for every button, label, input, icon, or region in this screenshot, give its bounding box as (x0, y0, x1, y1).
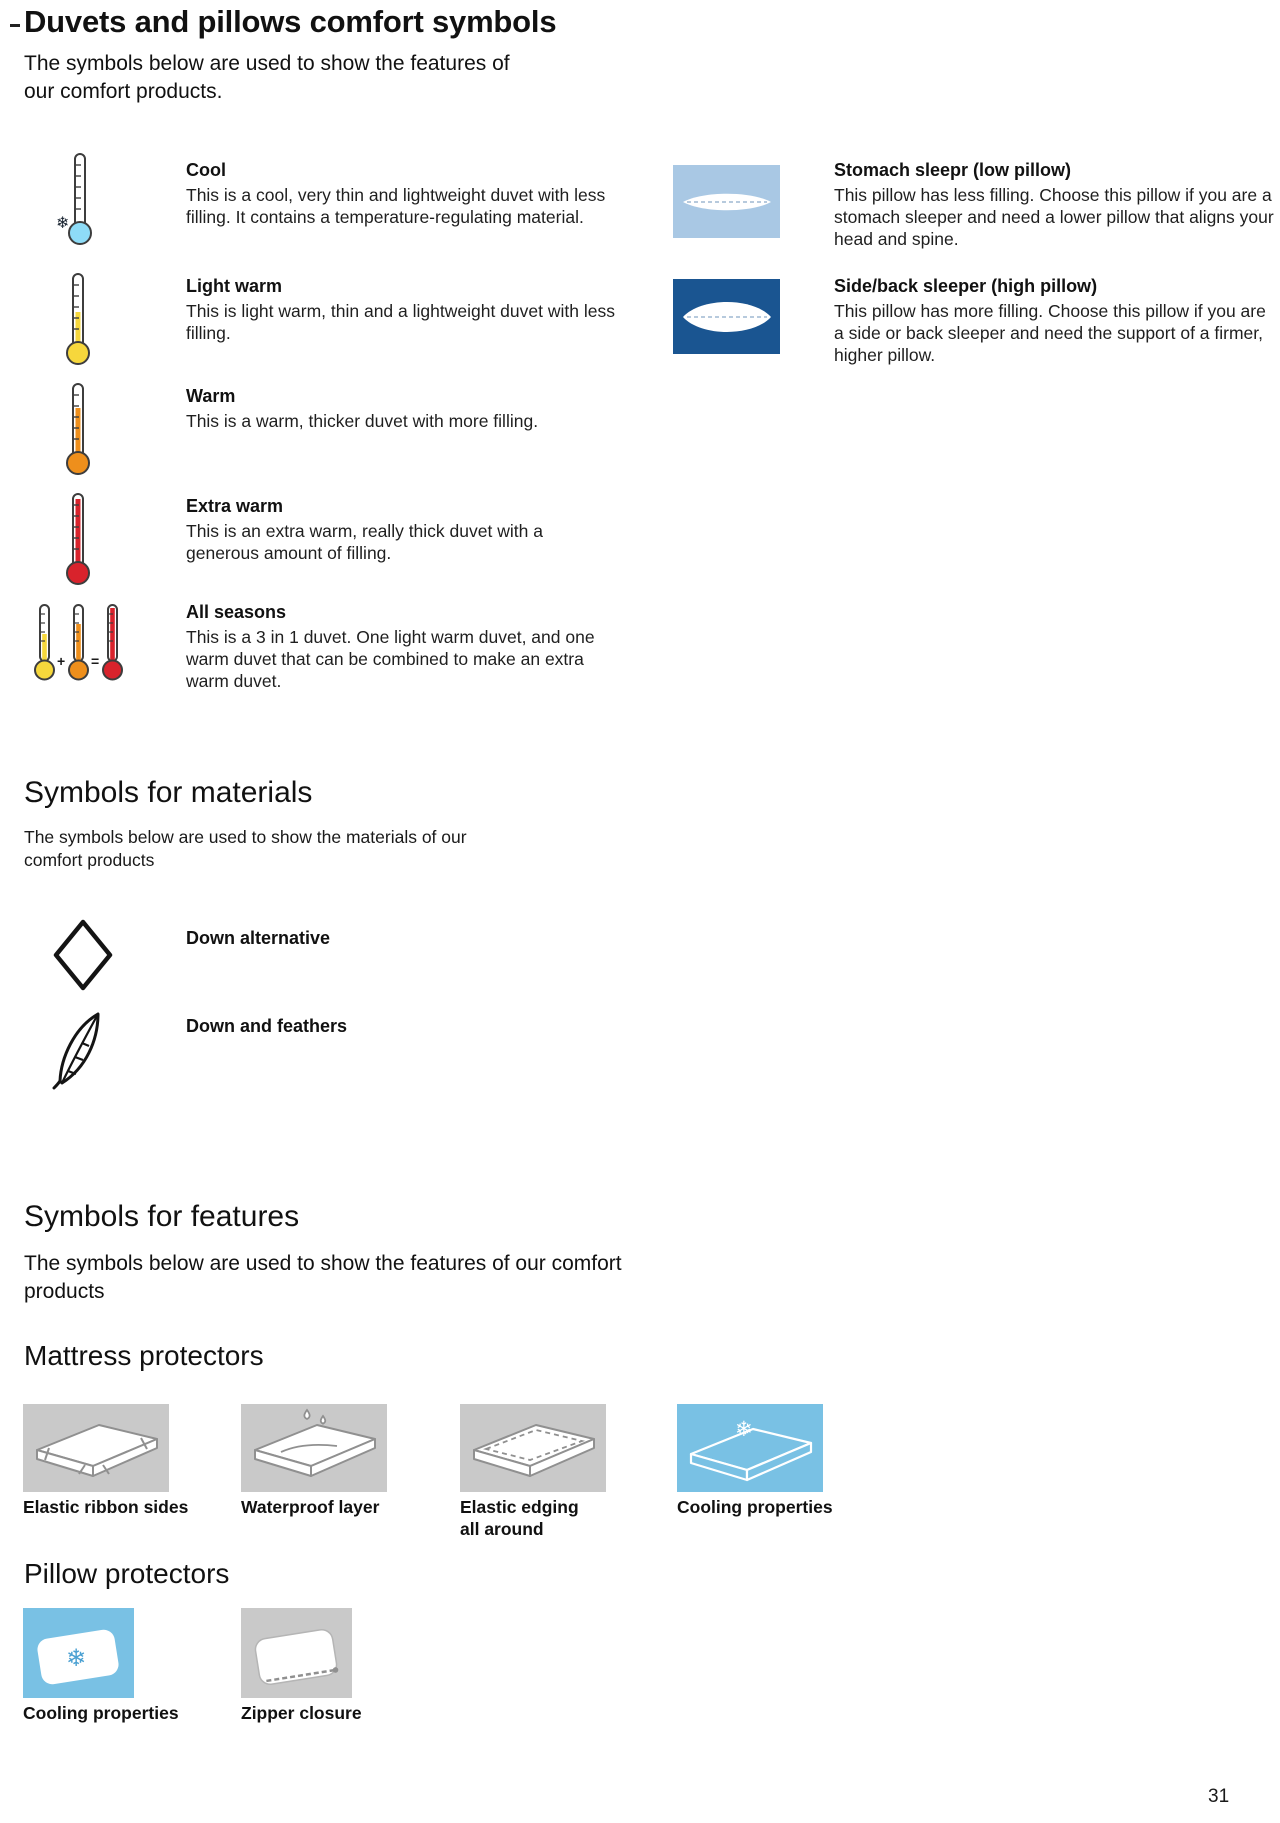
protector-label-waterproof: Waterproof layer (241, 1497, 380, 1517)
protector-label-elastic-ribbon: Elastic ribbon sides (23, 1497, 189, 1517)
svg-text:❄: ❄ (735, 1417, 753, 1441)
materials-subtitle: The symbols below are used to show the materials of our comfort products (24, 827, 467, 870)
page-subtitle: The symbols below are used to show the features of our comfort products. (24, 52, 510, 103)
cooling-properties-mattress-icon (677, 1404, 823, 1492)
duvet-desc-warm: This is a warm, thicker duvet with more filling. (186, 411, 539, 431)
pillow-label-high: Side/back sleeper (high pillow) (834, 276, 1098, 296)
duvet-label-extra-warm: Extra warm (186, 496, 284, 516)
protector-label-elastic-edging: Elastic edging all around (460, 1497, 579, 1539)
duvet-label-light-warm: Light warm (186, 276, 283, 296)
waterproof-layer-icon (241, 1404, 387, 1492)
mattress-protectors-title: Mattress protectors (24, 1340, 264, 1371)
material-label-down-and-feathers: Down and feathers (186, 1016, 348, 1036)
thermometer-extra-warm-icon (64, 492, 94, 586)
thermometer-light-warm-icon (64, 272, 94, 366)
features-subtitle: The symbols below are used to show the features of our comfort products (24, 1252, 622, 1303)
low-pillow-icon (673, 165, 780, 238)
page-number: 31 (1208, 1786, 1230, 1807)
page-title: Duvets and pillows comfort symbols (24, 4, 557, 39)
duvet-desc-extra-warm: This is an extra warm, really thick duvet with a generous amount of filling. (186, 521, 543, 563)
down-and-feathers-icon (46, 1010, 104, 1090)
duvet-label-all-seasons: All seasons (186, 602, 287, 622)
thermometer-cool-icon (56, 152, 96, 246)
material-label-down-alternative: Down alternative (186, 928, 331, 948)
elastic-edging-icon (460, 1404, 606, 1492)
svg-text:❄: ❄ (56, 213, 70, 232)
protector-label-cooling-mattress: Cooling properties (677, 1497, 833, 1517)
thermometer-all-seasons-icon (30, 602, 136, 684)
high-pillow-icon (673, 279, 780, 354)
svg-text:❄: ❄ (66, 1644, 87, 1672)
pillow-desc-high: This pillow has more filling. Choose this pillow if you are a side or back sleeper and need the support of a firmer, higher pillow. (834, 301, 1266, 365)
features-title: Symbols for features (24, 1200, 300, 1233)
pillow-label-low: Stomach sleepr (low pillow) (834, 160, 1072, 180)
down-alternative-icon (52, 918, 114, 992)
duvet-desc-all-seasons: This is a 3 in 1 duvet. One light warm duvet, and one warm duvet that can be combined to make an extra warm duvet. (186, 627, 595, 691)
elastic-ribbon-sides-icon (23, 1404, 169, 1492)
protector-label-cooling-pillow: Cooling properties (23, 1703, 179, 1723)
pillow-protectors-title: Pillow protectors (24, 1558, 230, 1589)
materials-title: Symbols for materials (24, 776, 313, 809)
protector-label-zipper: Zipper closure (241, 1703, 362, 1723)
duvet-label-warm: Warm (186, 386, 236, 406)
title-dash (10, 24, 20, 27)
duvet-label-cool: Cool (186, 160, 226, 180)
pillow-desc-low: This pillow has less filling. Choose this pillow if you are a stomach sleeper and need a lower pillow that aligns your head and spine. (834, 185, 1274, 249)
duvet-desc-cool: This is a cool, very thin and lightweight duvet with less filling. It contains a temperature-regulating material. (186, 185, 606, 227)
zipper-closure-icon (241, 1608, 352, 1698)
thermometer-warm-icon (64, 382, 94, 476)
cooling-properties-pillow-icon (23, 1608, 134, 1698)
svg-text:=: = (91, 653, 100, 669)
svg-text:+: + (57, 653, 66, 669)
duvet-desc-light-warm: This is light warm, thin and a lightweight duvet with less filling. (186, 301, 615, 343)
